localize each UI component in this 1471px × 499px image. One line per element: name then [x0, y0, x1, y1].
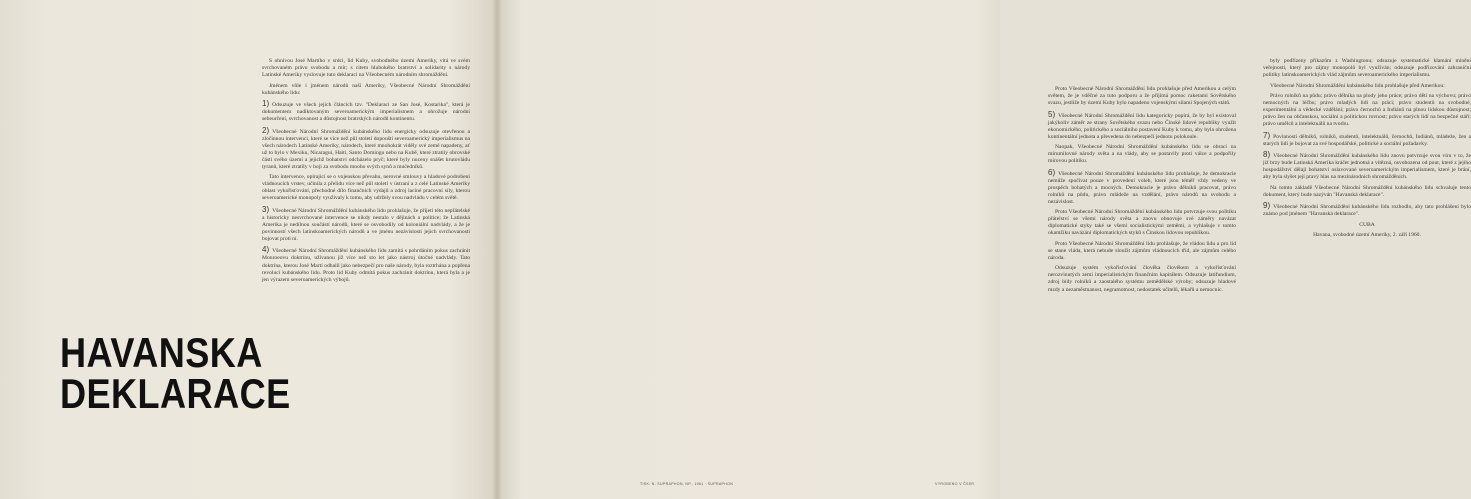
paragraph: [262, 83, 470, 97]
page-title: [60, 329, 291, 417]
paragraph-number: 2): [262, 125, 270, 135]
title-line-1: HAVANSKA: [60, 329, 263, 376]
paragraph: [1263, 93, 1471, 128]
paragraph-text: Všeobecné Národní Shromáždění lidu kategoricky popírá, že by byl existoval jakýkoliv záměr ze strany Sovětského svazu nebo Čínské lidové republiky využít ekonomického, politického a sociálního postavení Kuby k tomu, aby byla ohrožena kontinentální jednota a převedena do nebezpečí jednotu polokoule.: [1048, 112, 1236, 140]
paragraph: [262, 127, 470, 171]
paragraph: [1048, 265, 1236, 293]
paragraph: [1048, 86, 1236, 107]
paragraph-number: 6): [1048, 167, 1056, 177]
right-page: [497, 0, 1471, 499]
paragraph-text: Všeobecné Národní Shromáždění kubánského lidu znovu potvrzuje svou víru v to, že již brzy bude Latinská Amerika kráčet jednotná a vítězná, osvobozena od pout, které z jejího hospodářství dělají bohatství oslavované severoamerickým imperialismem, které je brání, aby byla slyšet její pravý hlas na mezinárodních shromážděních.: [1263, 153, 1471, 181]
paragraph-text: Všeobecné Národní Shromáždění kubánského lidu prohlašuje, že demokracie nemůže spočívat pouze v provedení voleb, které jsou téměř vždy vedeny ve prospěch bohatých a mocných. Demokracie je právo dělníků pracovat, právo rolníků na půdu, právo mládeže na vzdělání, právo národů na svobodu a nezávislost.: [1048, 170, 1236, 205]
paragraph-text: Všeobecné Národní Shromáždění kubánského lidu rozhodlo, aby tato prohlášení bylo známo pod jménem "Havanská deklarace".: [1263, 204, 1471, 218]
paragraph-text: Proto Všeobecné Národní Shromáždění lidu prohlašuje, že vládou lidu a pro lid se stane vláda, která nebude sloužit zájmům vládnoucích tříd, ale zájmům celého národa.: [1048, 240, 1236, 261]
title-line-2: DEKLARACE: [60, 370, 291, 417]
paragraph: [262, 174, 470, 202]
paragraph: [1263, 185, 1471, 199]
paragraph: [1048, 111, 1236, 141]
paragraph-text: Všeobecné Národní Shromáždění kubánského lidu prohlašuje, že přijetí této nepřátelské a historicky nesvrchované intervence se nikdy nestalo v dějinách a politice; že Latinská Amerika je nedílnou součástí národů, které se osvobodily od koloniální nadvlády, a že je povinností všech latinskoamerických národů a ve jménu nezávislosti jejich svrchovanosti bojovat proti ní.: [262, 207, 470, 242]
paragraph: [262, 206, 470, 243]
paragraph-number: 5): [1048, 109, 1056, 119]
spine-gutter: [492, 0, 502, 499]
paragraph-text: Všeobecné Národní Shromáždění kubánského lidu prohlašuje před Amerikou:: [1270, 82, 1445, 89]
paragraph-number: 3): [262, 204, 270, 214]
paragraph-text: Odsuzuje systém vykořisťování člověka člověkem a vykořisťování nerozvinutých zemí imperialistickým finančním kapitálem. Odsuzuje latifundium, zdroj bídy rolníků a zaostalého systému zemědělské výroby; odsuzuje hladové mzdy a nezaměstnanost, negramotnost, nedostatek učitelů, lékařů a nemocnic.: [1048, 265, 1236, 293]
paragraph-number: 8): [1263, 150, 1271, 160]
signoff-date: Havana, svobodné území Ameriky, 2. září 1960.: [1313, 232, 1421, 239]
paragraph-number: 4): [262, 245, 270, 255]
paragraph-text: Proto Všeobecné Národní Shromáždění kubánského lidu potvrzuje svou politiku přátelství se všemi národy světa a znovu obnovuje své záměry navázat diplomatické styky také se všemi socialistickými zeměmi, a vyhlašuje v tomto okamžiku navázání diplomatických styků s Čínskou lidovou republikou.: [1048, 209, 1236, 237]
paragraph: [1048, 241, 1236, 262]
footer-imprint: TISK: N. SUPRAPHON, NP., 1961 · SUPRAPHON: [640, 482, 734, 486]
paragraph: [262, 246, 470, 283]
text-column-a: [262, 58, 470, 483]
paragraph: [262, 100, 470, 123]
paragraph-text: Všeobecné Národní Shromáždění kubánského lidu zamítá s pohrdáním pokus zachránit Monroeovu doktrínu, užívanou již více než sto let jako nástroj útočné nadvlády. Tato doktrína, kterou José Martí odhalil jako nebezpečí pro naše národy, byla roztrhána a popřena revolucí kubánského lidu. Proto lid Kuby odmítá pokus zachránit doktrínu, která byla a je jen výrazem severoamerických výbojů.: [262, 248, 470, 283]
paragraph-text: Tato intervence, opírající se o vojenskou převahu, nerovné smlouvy a hladové podrobení vládnoucích vrstev, učinila z přelidu více než půl století v ústraní a z celé Latinské Ameriky oblast vykořisťování, přechodné dílo finančních výdajů a zdroj laciné pracovní síly, kterou severoamerické monopoly využívaly k tomu, aby udržely svou nadvládu v celém světě.: [262, 174, 470, 202]
paragraph-text: Odsuzuje ve všech jejích článcích tzv. "Deklaraci ze San José, Kostarika", která je dokumentem nadiktovaným severoamerickým imperialismem a ohrožuje národní sebeurčení, svrchovanost a důstojnost bratrských národů kontinentu.: [262, 102, 470, 123]
paragraph-number: 1): [262, 99, 270, 109]
signoff-place: CUBA: [1359, 221, 1375, 228]
paragraph-text: Jménem vůle i jménem národů naší Ameriky, Všeobecné Národní Shromáždění kubánského lidu:: [262, 82, 470, 96]
paragraph-text: Na tomto základě Všeobecné Národní Shromáždění kubánského lidu schvaluje tento dokument, který bude nazýván "Havanská deklarace".: [1263, 184, 1471, 198]
paragraph: [1263, 132, 1471, 148]
paragraph-number: 9): [1263, 201, 1271, 211]
paragraph-text: S ohnivou José Martího v srdci, lid Kuby, svobodného území Ameriky, vítá ve svém svrchovaném právu svobodu a mír; s citem hlubokého bratrství a solidarity s národy Latinské Ameriky vyslovuje tuto deklaraci na Všeobecném národním shromáždění.: [262, 58, 470, 79]
footer-country: VYROBENO V ČSSR: [935, 482, 975, 486]
paragraph-number: 7): [1263, 130, 1271, 140]
text-column-b: [1048, 86, 1236, 481]
paragraph: [1048, 209, 1236, 237]
paragraph-text: Právo rolníků na půdu; právo dělníka na plody jeho práce; právo dětí na výchovu; právo nemocných na léčbu; právo mladých lidí na práci; právo studentů na svobodné, experimentální a vědecké vzdělání; právo černochů a Indiánů na plnou lidskou důstojnost; právo žen na občanskou, sociální a politickou rovnost; právo starých lidí na bezpečné stáří; právo umělců a intelektuálů na tvorbu.: [1263, 92, 1471, 128]
paragraph-text: byly podřízeny příkazům z Washingtonu; odsuzuje systematické klamání mínění veřejnosti, který pro zájmy monopolů byl využíván; odsuzuje podřizování zahraniční politiky latinskoamerických vlád zájmům severoamerického imperialismu.: [1263, 58, 1471, 79]
paragraph: [1263, 151, 1471, 181]
text-column-c: [1263, 58, 1471, 478]
paragraph-text: Povinností dělníků, rolníků, studentů, intelektuálů, černochů, Indiánů, mládeže, žen a starých lidí je bojovat za své hospodářské, politické a sociální požadavky.: [1263, 133, 1471, 147]
paragraph: [1263, 202, 1471, 218]
paragraph-text: Všeobecné Národní Shromáždění kubánského lidu energicky odsuzuje otevřenou a zločinnou intervenci, které se více než půl století dopouští severoamerický imperialismus na všech národech Latinské Ameriky, národech, které mnohokrát viděly své země napadeny, ať už to bylo v Mexiku, Nicaragui, Haiti, Santo Domingu nebo na Kubě, které ztratily obrovské části svého území a jejichž bohatství odcházelo pryč; které byly nuceny snášet krutovládu tyranů, které ztratily v boji za svobodu mnoho svých synů a mučedníků.: [262, 128, 470, 170]
paragraph-text: Proto Všeobecné Národní Shromáždění lidu prohlašuje před Amerikou a celým světem, že je vděčné za tuto podporu a že přijímá pomoc raketami Sovětského svazu, jestliže by území Kuby bylo napadeno vojenskými silami Spojených států.: [1048, 86, 1236, 107]
paragraph: [262, 58, 470, 79]
paragraph: [1263, 58, 1471, 79]
paragraph: [1048, 144, 1236, 165]
paragraph-text: Naopak, Všeobecné Národní Shromáždění kubánského lidu se obrací na mírumilovné národy světa a na vlády, aby se postavily proti válce a podpořily mírovou politiku.: [1048, 144, 1236, 165]
paragraph: [1263, 83, 1471, 90]
paragraph: [1048, 169, 1236, 206]
left-page: [0, 0, 497, 499]
